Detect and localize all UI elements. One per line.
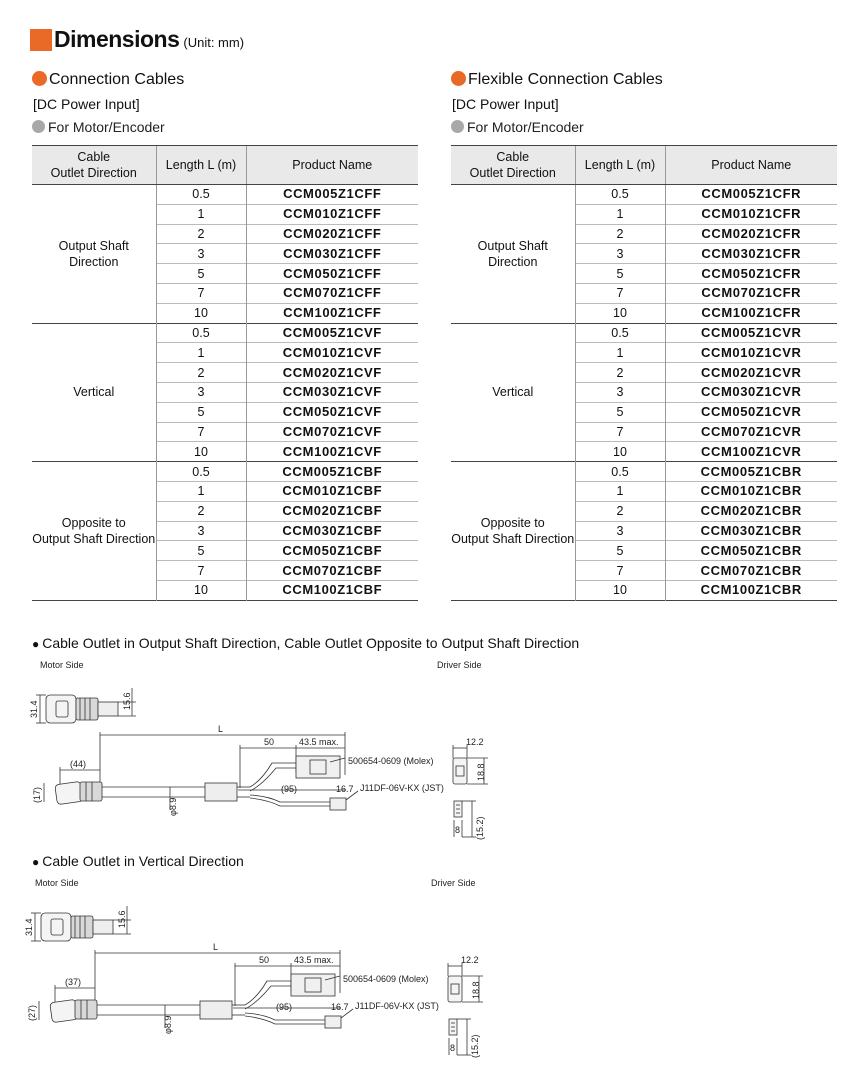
product-name-cell: CCM020Z1CBR (665, 501, 837, 521)
product-name-cell: CCM070Z1CBF (246, 561, 418, 581)
diagram2-title: ● Cable Outlet in Vertical Direction (32, 853, 244, 869)
length-cell: 3 (575, 244, 665, 264)
dim-diameter: φ8.9 (163, 1015, 173, 1034)
product-name-cell: CCM100Z1CVR (665, 442, 837, 462)
left-product-table (32, 145, 418, 601)
motor-connector-top-view (41, 913, 71, 941)
gray-bullet-icon (32, 120, 45, 133)
cable-sleeve (205, 783, 237, 801)
length-cell: 1 (156, 343, 246, 363)
length-cell: 3 (156, 244, 246, 264)
header-direction: Cable Outlet Direction (451, 146, 575, 185)
product-name-cell: CCM030Z1CVF (246, 382, 418, 402)
length-cell: 10 (156, 442, 246, 462)
diagram1-cable-drawing (0, 670, 520, 850)
length-cell: 7 (156, 422, 246, 442)
dim-44: (44) (70, 759, 87, 769)
dim-95: (95) (276, 1002, 293, 1012)
length-cell: 1 (575, 204, 665, 224)
right-product-table (451, 145, 837, 601)
length-cell: 3 (575, 521, 665, 541)
product-name-cell: CCM030Z1CFR (665, 244, 837, 264)
table-header-row (451, 146, 837, 185)
header-direction: Cable Outlet Direction (32, 146, 156, 185)
product-name-cell: CCM020Z1CVF (246, 363, 418, 383)
product-name-cell: CCM050Z1CVF (246, 402, 418, 422)
header-product: Product Name (665, 146, 837, 185)
length-cell: 5 (156, 264, 246, 284)
molex-connector (296, 756, 340, 778)
dim-height-31-4: 31.4 (24, 918, 34, 936)
product-name-cell: CCM010Z1CBR (665, 481, 837, 501)
length-cell: 5 (156, 541, 246, 561)
motor-connector-side (55, 781, 84, 804)
product-name-cell: CCM070Z1CFR (665, 283, 837, 303)
length-cell: 10 (575, 303, 665, 323)
dim-43-5: 43.5 max. (294, 955, 334, 965)
product-name-cell: CCM020Z1CFR (665, 224, 837, 244)
length-cell: 2 (156, 501, 246, 521)
diagram2-motor-side-label: Motor Side (35, 878, 79, 888)
product-name-cell: CCM030Z1CBF (246, 521, 418, 541)
dim-12-2: 12.2 (461, 955, 479, 965)
product-name-cell: CCM020Z1CFF (246, 224, 418, 244)
length-cell: 10 (156, 580, 246, 600)
product-name-cell: CCM020Z1CBF (246, 501, 418, 521)
product-name-cell: CCM050Z1CBR (665, 541, 837, 561)
product-name-cell: CCM100Z1CBR (665, 580, 837, 600)
header-length: Length L (m) (156, 146, 246, 185)
motor-connector-clamp (76, 698, 98, 720)
dim-12-2: 12.2 (466, 737, 484, 747)
length-cell: 2 (575, 363, 665, 383)
dim-43-5: 43.5 max. (299, 737, 339, 747)
product-name-cell: CCM050Z1CFR (665, 264, 837, 284)
table-row (32, 323, 418, 343)
molex-end-view (453, 758, 467, 784)
length-cell: 0.5 (156, 462, 246, 482)
product-name-cell: CCM070Z1CVF (246, 422, 418, 442)
jst-label: J11DF-06V-KX (JST) (355, 1001, 439, 1011)
orange-bullet-icon (451, 71, 466, 86)
length-cell: 7 (575, 283, 665, 303)
table-row (451, 462, 837, 482)
product-name-cell: CCM050Z1CVR (665, 402, 837, 422)
direction-cell: Opposite to Output Shaft Direction (451, 462, 575, 601)
length-cell: 0.5 (575, 462, 665, 482)
dim-8: 8 (450, 1043, 456, 1053)
product-name-cell: CCM005Z1CBF (246, 462, 418, 482)
molex-label: 500654-0609 (Molex) (348, 756, 434, 766)
dim-18-8: 18.8 (471, 981, 481, 999)
product-name-cell: CCM010Z1CFR (665, 204, 837, 224)
product-name-cell: CCM005Z1CBR (665, 462, 837, 482)
length-cell: 0.5 (156, 185, 246, 205)
table-row (32, 462, 418, 482)
length-cell: 0.5 (575, 323, 665, 343)
left-section-title: Connection Cables (32, 71, 184, 89)
dim-height-15-6: 15.6 (117, 910, 127, 928)
length-cell: 5 (156, 402, 246, 422)
dim-length-L: L (218, 724, 224, 734)
table-row (32, 185, 418, 205)
length-cell: 0.5 (156, 323, 246, 343)
diagram1-driver-side-label: Driver Side (437, 660, 482, 670)
orange-bullet-icon (32, 71, 47, 86)
dim-16-7: 16.7 (336, 784, 354, 794)
left-subsubtitle: For Motor/Encoder (32, 119, 165, 135)
product-name-cell: CCM005Z1CVR (665, 323, 837, 343)
right-subtitle: [DC Power Input] (452, 96, 559, 112)
motor-connector-top-view (46, 695, 76, 723)
table-row (451, 185, 837, 205)
molex-connector (291, 974, 335, 996)
dim-50: 50 (259, 955, 270, 965)
product-name-cell: CCM005Z1CFF (246, 185, 418, 205)
length-cell: 7 (575, 561, 665, 581)
product-name-cell: CCM030Z1CVR (665, 382, 837, 402)
header-length: Length L (m) (575, 146, 665, 185)
motor-connector-side (50, 999, 79, 1022)
jst-connector (330, 798, 346, 810)
jst-connector (325, 1016, 341, 1028)
product-name-cell: CCM005Z1CVF (246, 323, 418, 343)
length-cell: 10 (156, 303, 246, 323)
product-name-cell: CCM030Z1CBR (665, 521, 837, 541)
product-name-cell: CCM070Z1CVR (665, 422, 837, 442)
gray-bullet-icon (451, 120, 464, 133)
table-header-row (32, 146, 418, 185)
jst-label: J11DF-06V-KX (JST) (360, 783, 444, 793)
dim-8: 8 (455, 825, 461, 835)
dim-44: (37) (65, 977, 82, 987)
product-name-cell: CCM070Z1CFF (246, 283, 418, 303)
dim-95: (95) (281, 784, 298, 794)
direction-cell: Vertical (32, 323, 156, 462)
direction-cell: Vertical (451, 323, 575, 462)
left-subtitle: [DC Power Input] (33, 96, 140, 112)
product-name-cell: CCM005Z1CFR (665, 185, 837, 205)
length-cell: 1 (575, 481, 665, 501)
product-name-cell: CCM050Z1CFF (246, 264, 418, 284)
direction-cell: Output Shaft Direction (451, 185, 575, 324)
motor-connector-clamp (71, 916, 93, 938)
length-cell: 5 (575, 541, 665, 561)
length-cell: 7 (575, 422, 665, 442)
product-name-cell: CCM010Z1CFF (246, 204, 418, 224)
dim-18-8: 18.8 (476, 763, 486, 781)
length-cell: 1 (156, 204, 246, 224)
dim-15-2: (15.2) (475, 816, 485, 840)
dim-length-L: L (213, 942, 219, 952)
molex-label: 500654-0609 (Molex) (343, 974, 429, 984)
molex-end-view (448, 976, 462, 1002)
direction-cell: Opposite to Output Shaft Direction (32, 462, 156, 601)
length-cell: 0.5 (575, 185, 665, 205)
section-marker-icon (30, 29, 52, 51)
length-cell: 2 (575, 501, 665, 521)
length-cell: 5 (575, 264, 665, 284)
length-cell: 2 (156, 363, 246, 383)
length-cell: 10 (575, 580, 665, 600)
dim-diameter: φ8.9 (168, 797, 178, 816)
product-name-cell: CCM030Z1CFF (246, 244, 418, 264)
diagram2-cable-drawing (0, 888, 515, 1068)
diagram1-motor-side-label: Motor Side (40, 660, 84, 670)
length-cell: 7 (156, 283, 246, 303)
product-name-cell: CCM100Z1CBF (246, 580, 418, 600)
diagram1-title: ● Cable Outlet in Output Shaft Direction, Cable Outlet Opposite to Output Shaft Direction (32, 635, 580, 651)
dim-15-2: (15.2) (470, 1034, 480, 1058)
dim-17: (27) (27, 1004, 37, 1021)
length-cell: 2 (156, 224, 246, 244)
product-name-cell: CCM100Z1CFR (665, 303, 837, 323)
length-cell: 10 (575, 442, 665, 462)
right-section-title: Flexible Connection Cables (451, 71, 663, 89)
diagram2-driver-side-label: Driver Side (431, 878, 476, 888)
product-name-cell: CCM010Z1CVR (665, 343, 837, 363)
direction-cell: Output Shaft Direction (32, 185, 156, 324)
length-cell: 1 (156, 481, 246, 501)
length-cell: 1 (575, 343, 665, 363)
right-subsubtitle: For Motor/Encoder (451, 119, 584, 135)
product-name-cell: CCM100Z1CVF (246, 442, 418, 462)
unit-note: (Unit: mm) (183, 35, 245, 50)
length-cell: 5 (575, 402, 665, 422)
product-name-cell: CCM010Z1CVF (246, 343, 418, 363)
dim-17: (17) (32, 786, 42, 803)
length-cell: 2 (575, 224, 665, 244)
product-name-cell: CCM020Z1CVR (665, 363, 837, 383)
length-cell: 3 (575, 382, 665, 402)
product-name-cell: CCM010Z1CBF (246, 481, 418, 501)
length-cell: 3 (156, 521, 246, 541)
table-row (451, 323, 837, 343)
product-name-cell: CCM070Z1CBR (665, 561, 837, 581)
header-product: Product Name (246, 146, 418, 185)
dim-16-7: 16.7 (331, 1002, 349, 1012)
dim-height-31-4: 31.4 (29, 700, 39, 718)
length-cell: 3 (156, 382, 246, 402)
length-cell: 7 (156, 561, 246, 581)
dim-50: 50 (264, 737, 275, 747)
product-name-cell: CCM050Z1CBF (246, 541, 418, 561)
product-name-cell: CCM100Z1CFF (246, 303, 418, 323)
cable-sleeve (200, 1001, 232, 1019)
dim-height-15-6: 15.6 (122, 692, 132, 710)
page-title: Dimensions (Unit: mm) (54, 26, 245, 52)
